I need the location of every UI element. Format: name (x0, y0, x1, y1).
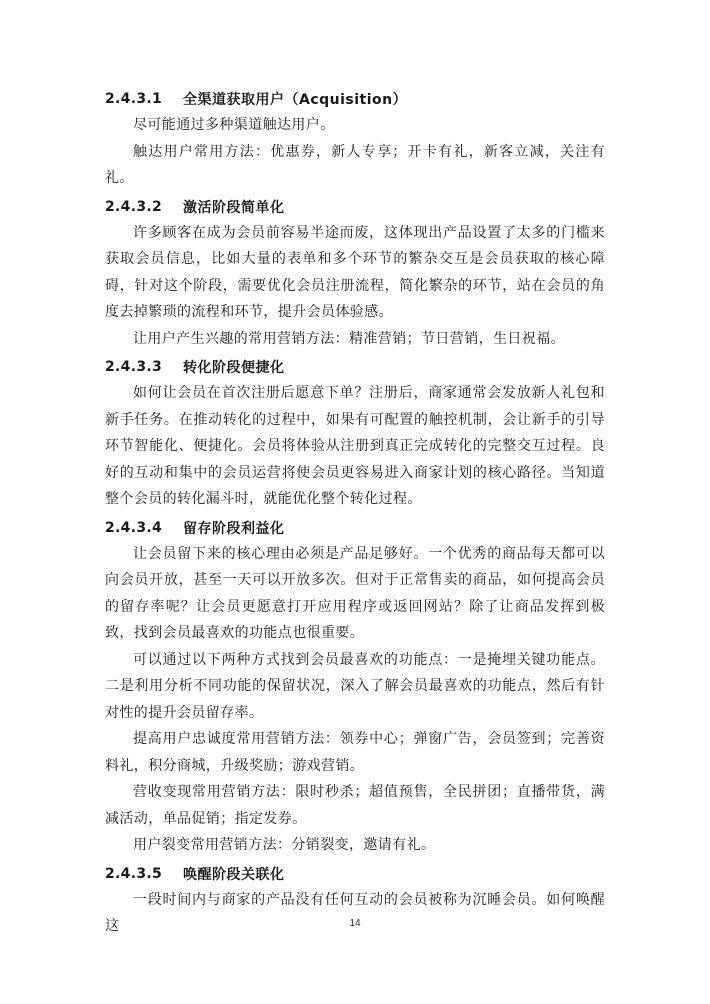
page-number: 14 (349, 918, 361, 929)
paragraph: 让会员留下来的核心理由必须是产品足够好。一个优秀的商品每天都可以向会员开放，甚至一天可以开放多次。但对于正常售卖的商品，如何提高会员的留存率呢？让会员更愿意打开应用程序或返回网站？除了让商品发挥到极致，找到会员最喜欢的功能点也很重要。 (105, 545, 605, 641)
section-number: 2.4.3.2 (105, 198, 163, 215)
page-body (105, 84, 605, 940)
section-title: 全渠道获取用户（Acquisition） (183, 92, 408, 108)
paragraph: 尽可能通过多种渠道触达用户。 (133, 117, 335, 133)
paragraph: 一段时间内与商家的产品没有任何互动的会员被称为沉睡会员。如何唤醒这 (105, 891, 605, 934)
section-title: 唤醒阶段关联化 (183, 866, 285, 883)
section-title: 激活阶段简单化 (183, 199, 285, 216)
section-heading-2-4-3-1 (105, 86, 605, 112)
section-heading-2-4-3-4 (105, 515, 605, 541)
section-title: 留存阶段利益化 (183, 520, 285, 537)
paragraph: 让用户产生兴趣的常用营销方法：精准营销；节日营销，生日祝福。 (133, 330, 565, 347)
paragraph: 营收变现常用营销方法：限时秒杀；超值预售，全民拼团；直播带货，满减活动，单品促销；指定发券。 (105, 784, 605, 827)
paragraph: 可以通过以下两种方式找到会员最喜欢的功能点：一是掩埋关键功能点。二是利用分析不同功能的保留状况，深入了解会员最喜欢的功能点，然后有针对性的提升会员留存率。 (105, 651, 605, 721)
paragraph: 触达用户常用方法：优惠券，新人专享；开卡有礼，新客立减，关注有礼。 (105, 143, 605, 186)
section-title: 转化阶段便捷化 (183, 360, 285, 376)
section-heading-2-4-3-5 (105, 861, 605, 887)
section-number: 2.4.3.3 (105, 359, 163, 375)
paragraph: 提高用户忠诚度常用营销方法：领券中心；弹窗广告，会员签到；完善资料礼，积分商城，升级奖励；游戏营销。 (105, 731, 605, 774)
section-number: 2.4.3.4 (105, 519, 163, 536)
paragraph: 许多顾客在成为会员前容易半途而废，这体现出产品设置了太多的门槛来获取会员信息，比如大量的表单和多个环节的繁杂交互是会员获取的核心障碍，针对这个阶段，需要优化会员注册流程，简化繁杂的环节，站在会员的角度去掉繁琐的流程和环节，提升会员体验感。 (105, 224, 605, 320)
section-number: 2.4.3.1 (105, 91, 163, 107)
paragraph: 用户裂变常用营销方法：分销裂变，邀请有礼。 (133, 837, 436, 853)
paragraph: 如何让会员在首次注册后愿意下单？注册后，商家通常会发放新人礼包和新手任务。在推动转化的过程中，如果有可配置的触控机制，会让新手的引导环节智能化、便捷化。会员将体验从注册到真正完成转化的完整交互过程。良好的互动和集中的会员运营将使会员更容易进入商家计划的核心路径。当知道整个会员的转化漏斗时，就能优化整个转化过程。 (105, 385, 605, 507)
section-number: 2.4.3.5 (105, 865, 163, 882)
section-heading-2-4-3-3 (105, 354, 605, 380)
section-heading-2-4-3-2 (105, 194, 605, 220)
